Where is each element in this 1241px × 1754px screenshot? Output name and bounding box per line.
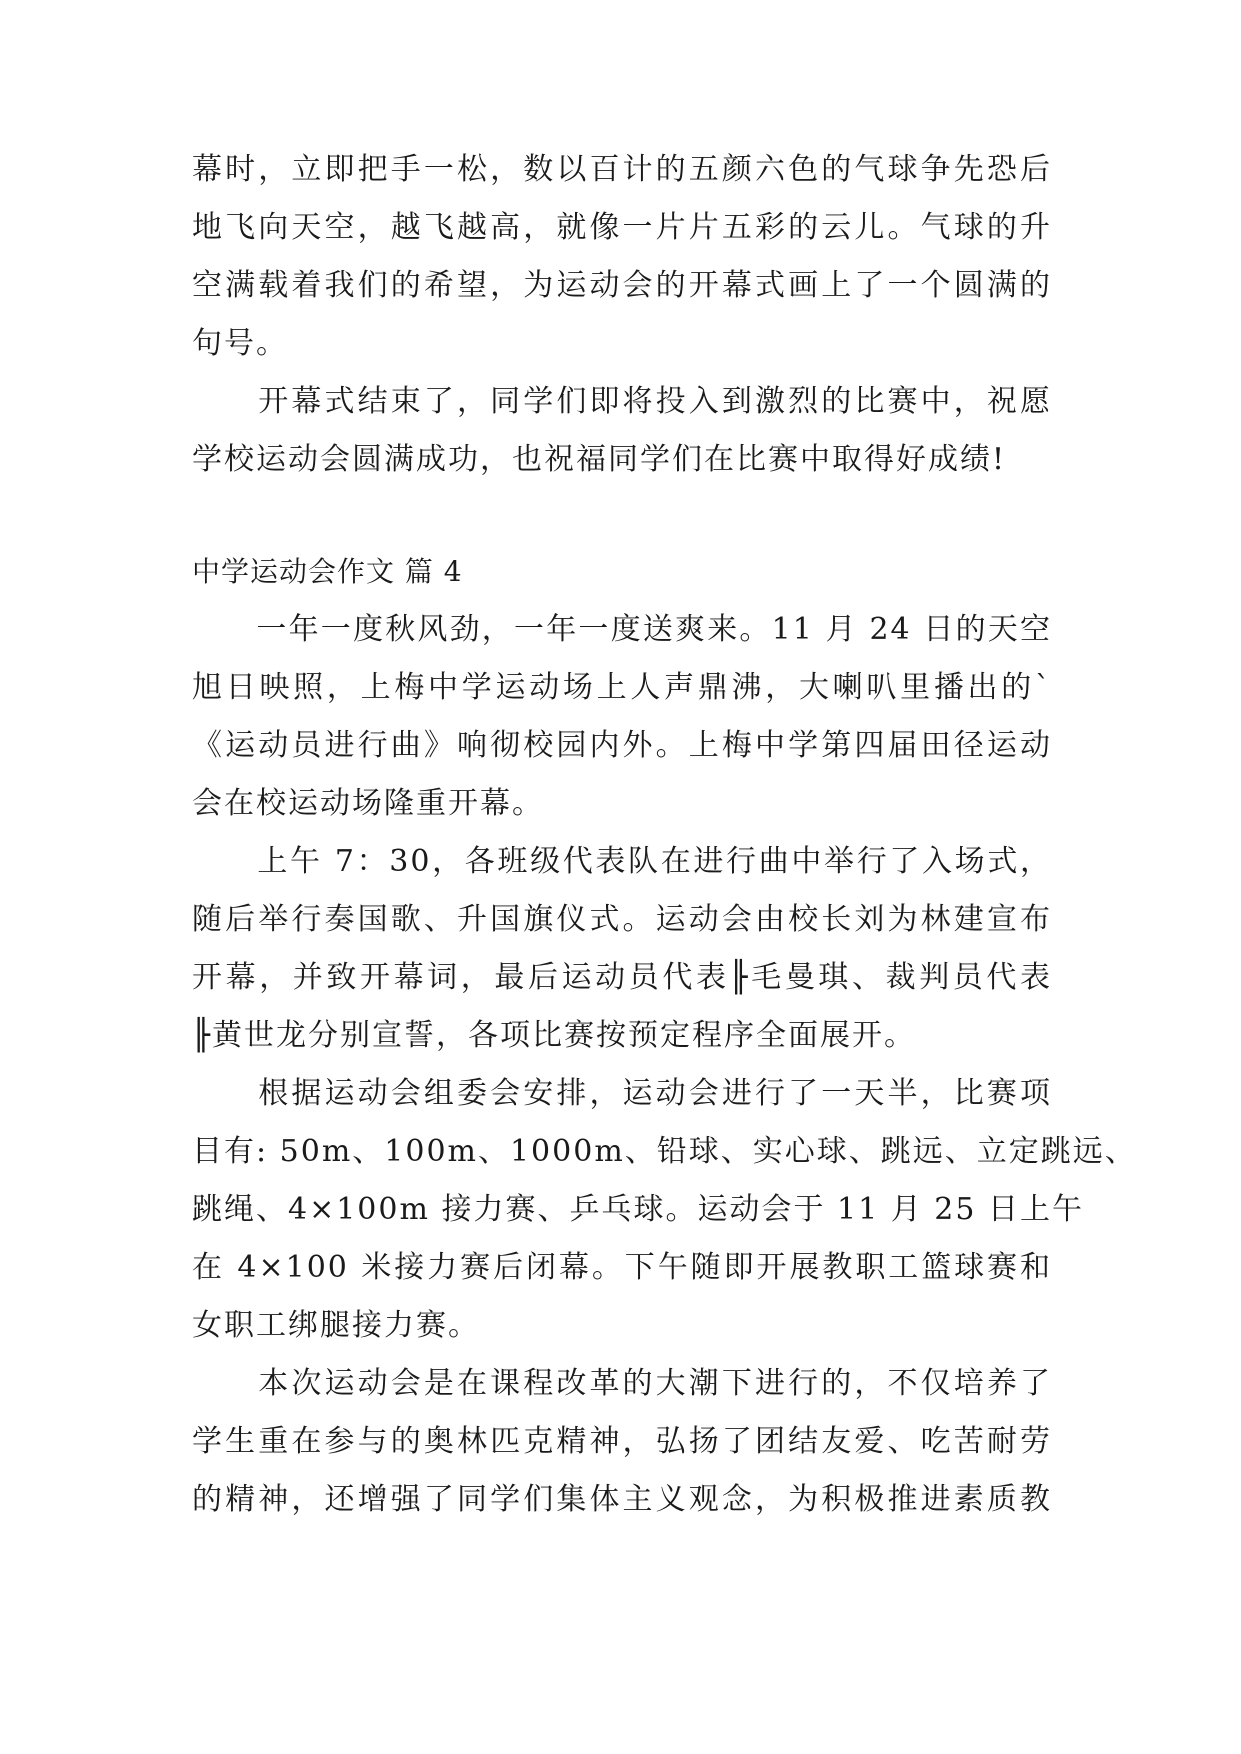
paragraph-line: 目有: 50m、100m、1000m、铅球、实心球、跳远、立定跳远、 <box>192 1134 1137 1169</box>
paragraph-line: 根据运动会组委会安排，运动会进行了一天半，比赛项 <box>192 1076 1052 1111</box>
paragraph-line: 学生重在参与的奥林匹克精神，弘扬了团结友爱、吃苦耐劳 <box>192 1424 1052 1459</box>
section-heading: 中学运动会作文 篇 4 <box>192 555 463 588</box>
paragraph-line: 随后举行奏国歌、升国旗仪式。运动会由校长刘为林建宣布 <box>192 902 1052 937</box>
paragraph-line: 跳绳、4×100m 接力赛、乒乓球。运动会于 11 月 25 日上午 <box>192 1192 1084 1227</box>
paragraph-line: ╟黄世龙分别宣誓，各项比赛按预定程序全面展开。 <box>192 1018 917 1053</box>
paragraph-line: 女职工绑腿接力赛。 <box>192 1308 480 1343</box>
paragraph-line: 《运动员进行曲》响彻校园内外。上梅中学第四届田径运动 <box>192 728 1052 763</box>
paragraph-line: 开幕，并致开幕词，最后运动员代表╟毛曼琪、裁判员代表 <box>192 960 1052 995</box>
paragraph-line: 在 4×100 米接力赛后闭幕。下午随即开展教职工篮球赛和 <box>192 1250 1052 1285</box>
paragraph-line: 开幕式结束了，同学们即将投入到激烈的比赛中，祝愿 <box>192 384 1052 419</box>
paragraph-line: 学校运动会圆满成功，也祝福同学们在比赛中取得好成绩! <box>192 442 1007 477</box>
paragraph-line: 会在校运动场隆重开幕。 <box>192 786 544 821</box>
paragraph-line: 上午 7：30，各班级代表队在进行曲中举行了入场式， <box>192 844 1052 879</box>
paragraph-line: 一年一度秋风劲，一年一度送爽来。11 月 24 日的天空 <box>192 612 1052 647</box>
paragraph-line: 旭日映照，上梅中学运动场上人声鼎沸，大喇叭里播出的` <box>192 670 1052 705</box>
paragraph-line: 的精神，还增强了同学们集体主义观念，为积极推进素质教 <box>192 1482 1052 1517</box>
paragraph-line: 幕时，立即把手一松，数以百计的五颜六色的气球争先恐后 <box>192 152 1052 187</box>
paragraph-line: 本次运动会是在课程改革的大潮下进行的，不仅培养了 <box>192 1366 1052 1401</box>
paragraph-line: 句号。 <box>192 326 288 361</box>
paragraph-line: 地飞向天空，越飞越高，就像一片片五彩的云儿。气球的升 <box>192 210 1052 245</box>
paragraph-line: 空满载着我们的希望，为运动会的开幕式画上了一个圆满的 <box>192 268 1052 303</box>
